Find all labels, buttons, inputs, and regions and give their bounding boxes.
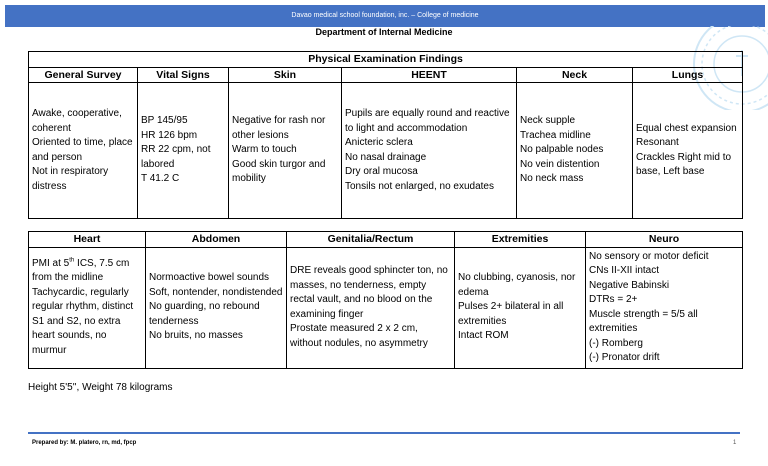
institution-name: Davao medical school foundation, inc. – College of medicine <box>291 12 479 19</box>
column-header: Vital Signs <box>138 67 229 83</box>
column-header: Skin <box>229 67 342 83</box>
column-header: Abdomen <box>146 232 287 248</box>
heart-text-superscript: th <box>69 257 75 264</box>
general-survey-cell: Awake, cooperative, coherent Oriented to time, place and person Not in respiratory distress <box>29 83 138 219</box>
column-header: Neuro <box>586 232 743 248</box>
heart-cell <box>29 247 146 368</box>
neuro-cell: No sensory or motor deficit CNs II-XII intact Negative Babinski DTRs = 2+ Muscle strength = 5/5 all extremities (-) Romberg (-) Pronator drift <box>586 247 743 368</box>
footer-divider <box>28 432 740 434</box>
neck-cell: Neck supple Trachea midline No palpable nodes No vein distention No neck mass <box>517 83 633 219</box>
column-header: Lungs <box>633 67 743 83</box>
column-header: Genitalia/Rectum <box>287 232 455 248</box>
table-title: Physical Examination Findings <box>29 52 743 68</box>
height-weight-note: Height 5'5'', Weight 78 kilograms <box>28 382 173 393</box>
vital-signs-cell: BP 145/95 HR 126 bpm RR 22 cpm, not labored T 41.2 C <box>138 83 229 219</box>
column-header: Heart <box>29 232 146 248</box>
heent-cell: Pupils are equally round and reactive to light and accommodation Anicteric sclera No nasal drainage Dry oral mucosa Tonsils not enlarged, no exudates <box>342 83 517 219</box>
physical-exam-table <box>28 51 743 219</box>
abdomen-cell: Normoactive bowel sounds Soft, nontender, nondistended No guarding, no rebound tenderness No bruits, no masses <box>146 247 287 368</box>
extremities-cell: No clubbing, cyanosis, nor edema Pulses 2+ bilateral in all extremities Intact ROM <box>455 247 586 368</box>
heart-text-pre: PMI at 5 <box>32 257 70 269</box>
heart-text-post: ICS, 7.5 cm from the midline Tachycardic, regularly regular rhythm, distinct S1 and S2, no extra heart sounds, no murmur <box>32 257 134 356</box>
skin-cell: Negative for rash nor other lesions Warm to touch Good skin turgor and mobility <box>229 83 342 219</box>
column-header: General Survey <box>29 67 138 83</box>
prepared-by: Prepared by: M. platero, rn, md, fpcp <box>32 440 137 446</box>
genitalia-rectum-cell: DRE reveals good sphincter ton, no masses, no tenderness, empty rectal vault, and no blood on the examining finger Prostate measured 2 x 2 cm, without nodules, no asymmetry <box>287 247 455 368</box>
department-title: Department of Internal Medicine <box>315 27 453 37</box>
physical-exam-table-continued <box>28 231 743 369</box>
page-number: 1 <box>733 440 737 446</box>
column-header: HEENT <box>342 67 517 83</box>
column-header: Neck <box>517 67 633 83</box>
lungs-cell: Equal chest expansion Resonant Crackles Right mid to base, Left base <box>633 83 743 219</box>
column-header: Extremities <box>455 232 586 248</box>
header-banner <box>5 5 765 27</box>
